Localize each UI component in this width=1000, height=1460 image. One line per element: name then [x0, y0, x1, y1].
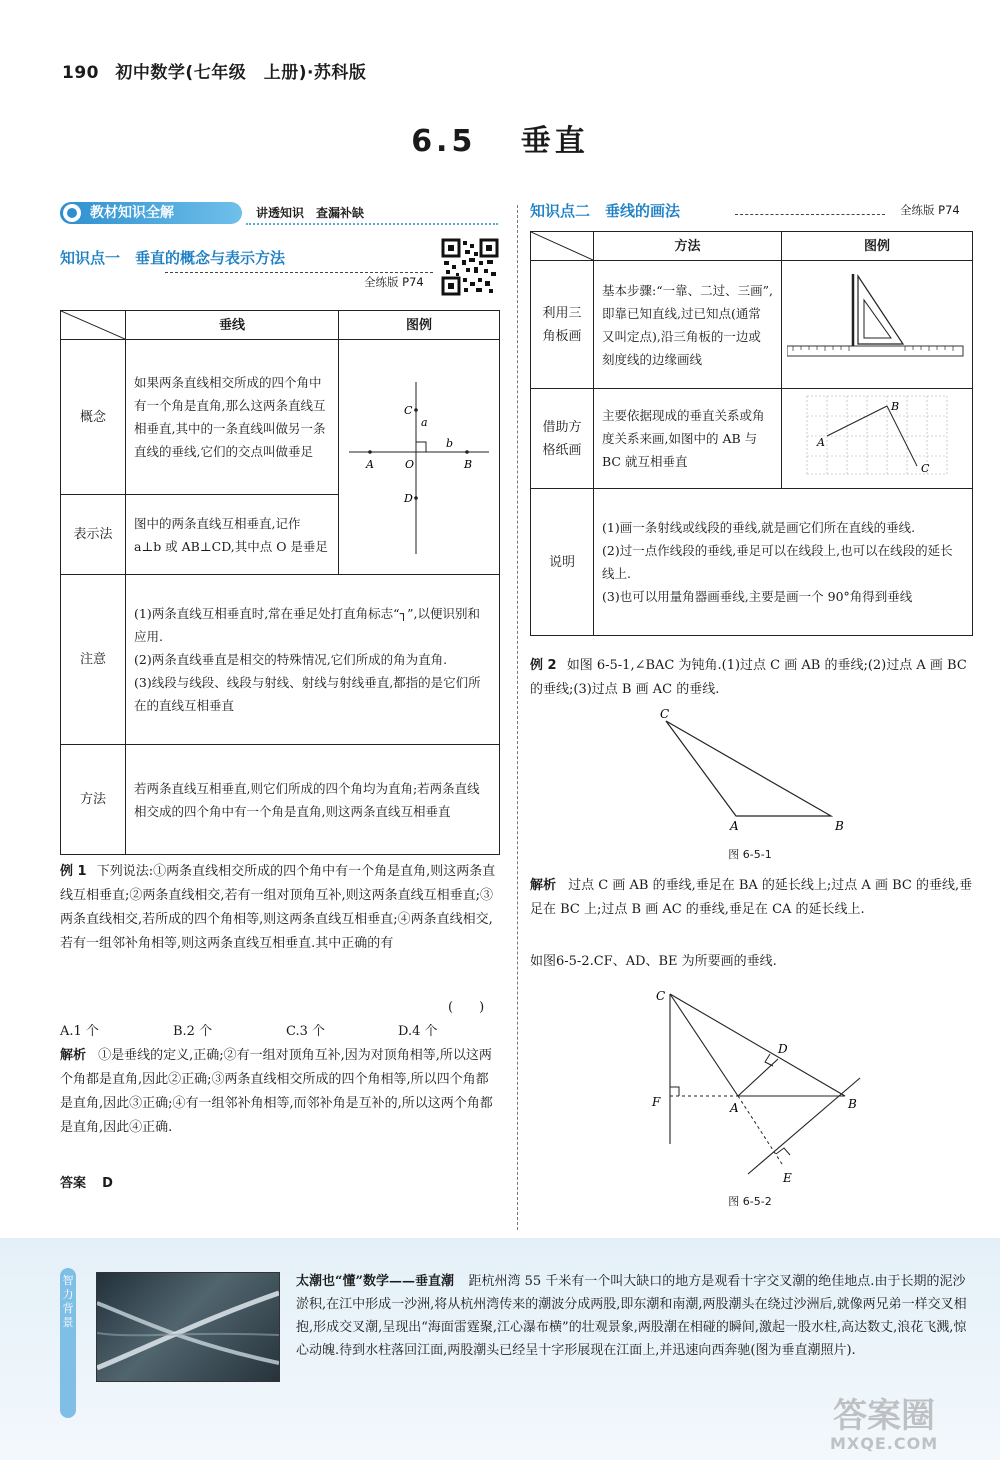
table1-row-label: 表示法 [61, 495, 126, 575]
fig-label-d: D [404, 491, 413, 505]
table1-cell-text: 若两条直线互相垂直,则它们所成的四个角均为直角;若两条直线相交成的四个角中有一个角是直角,则这两条直线互相垂直 [126, 745, 500, 855]
example2-label: 例 2 [530, 658, 557, 673]
watermark [830, 1398, 938, 1453]
figure-6-5-1 [640, 703, 870, 843]
fig-label-a-line: a [421, 415, 428, 429]
qr-code-icon [441, 238, 499, 296]
book-title: 初中数学(七年级 上册)·苏科版 [115, 63, 367, 83]
table1-note: (3)线段与线段、线段与射线、射线与射线垂直,都指的是它们所在的直线互相垂直 [134, 675, 481, 713]
kp1-ref: 全练版 P74 [364, 275, 424, 289]
table1-note: (1)两条直线互相垂直时,常在垂足处打直角标志“┐”,以便识别和应用. [134, 606, 480, 644]
fig-label-a: A [366, 457, 374, 471]
example1-text: 下列说法:①两条直线相交所成的四个角中有一个角是直角,则这两条直线互相垂直;②两条直线相交,若有一组对顶角互补,则这两条直线互相垂直;③两条直线相交,若所成的四个角相等,则这两条直线互相垂直;④两条直线相交,若有一组邻补角相等,则这两条直线互相垂直.其中正确的有 [60, 864, 496, 951]
table2-header-figure: 图例 [782, 232, 973, 261]
figure-set-square [782, 261, 973, 389]
table1-header-figure: 图例 [339, 311, 500, 340]
banner-globe-icon [63, 204, 81, 222]
fig2-label-d: D [778, 1042, 788, 1056]
fig2-label-a: A [730, 1101, 739, 1115]
background-title: 太潮也“懂”数学——垂直潮 [296, 1274, 454, 1289]
kp2-title: 知识点二 垂线的画法 [530, 202, 681, 220]
table1-cell-notes [126, 575, 500, 745]
example1-analysis [60, 1044, 500, 1140]
figure-grid-paper [782, 389, 973, 489]
table2-note: (3)也可以用量角器画垂线,主要是画一个 90°角得到垂线 [602, 589, 913, 604]
table1-cell-text: 图中的两条直线互相垂直,记作 a⊥b 或 AB⊥CD,其中点 O 是垂足 [126, 495, 339, 575]
table1-row-label: 概念 [61, 340, 126, 495]
fig2-label-f: F [652, 1095, 661, 1109]
figure-6-5-2 [640, 982, 880, 1192]
option-c: C.3 个 [286, 1024, 326, 1039]
answer-value: D [102, 1176, 113, 1191]
section-title [0, 116, 1000, 160]
table1-row-label: 注意 [61, 575, 126, 745]
tide-photo [96, 1272, 280, 1382]
kp2-dotline [735, 214, 885, 215]
figure-6-5-2-caption: 图 6-5-2 [728, 1195, 772, 1208]
grid-label-b: B [891, 400, 900, 413]
background-body: 距杭州湾 55 千米有一个叫大缺口的地方是观看十字交叉潮的绝佳地点.由于长期的泥沙淤积,在江中形成一沙洲,将从杭州湾传来的潮波分成两股,即东潮和南潮,两股潮头在绕过沙洲后,就像两兄弟一样交叉相抱,形成交叉潮,呈现出“海面雷霆聚,江心瀑布横”的壮观景象,两股潮在相碰的瞬间,激起一股水柱,高达数丈,浪花飞溅,惊心动魄.待到水柱落回江面,两股潮头已经呈十字形展现在江面上,并迅速向西奔驰(图为垂直潮照片). [296, 1274, 967, 1358]
table-perpendicular-concept [60, 310, 500, 855]
analysis-label: 解析 [60, 1048, 87, 1063]
fig-label-b: B [464, 457, 473, 471]
example1-label: 例 1 [60, 864, 87, 879]
table1-cell-text: 如果两条直线相交所成的四个角中有一个角是直角,那么这两条直线互相垂直,其中的一条直线叫做另一条直线的垂线,它们的交点叫做垂足 [126, 340, 339, 495]
watermark-url: MXQE.COM [830, 1434, 939, 1453]
background-text [296, 1270, 968, 1362]
analysis-text: ①是垂线的定义,正确;②有一组对顶角互补,因为对顶角相等,所以这两个角都是直角,因此②正确;③两条直线相交所成的四个角相等,所以四个角都是直角,因此③正确;④有一组邻补角相等,而邻补角是互补的,所以这两个角都是直角,因此④正确. [60, 1048, 493, 1135]
table2-cell-text: 基本步骤:“一靠、二过、三画”,即靠已知直线,过已知点(通常又叫定点),沿三角板的一边或刻度线的边缘画线 [594, 261, 782, 389]
table2-note: (1)画一条射线或线段的垂线,就是画它们所在直线的垂线. [602, 520, 916, 535]
fig1-label-b: B [835, 819, 844, 833]
grid-label-c: C [921, 462, 930, 475]
section-number: 6.5 [411, 124, 477, 159]
table2-cell-text: 主要依据现成的垂直关系或角度关系来画,如图中的 AB 与 BC 就互相垂直 [594, 389, 782, 489]
option-b: B.2 个 [173, 1024, 213, 1039]
figure-6-5-1-caption: 图 6-5-1 [728, 848, 772, 861]
fig1-label-c: C [660, 707, 670, 721]
section-banner [60, 202, 498, 224]
column-divider [517, 205, 518, 1230]
table2-row-label: 利用三角板画 [531, 261, 594, 389]
table2-cell-notes [594, 489, 973, 636]
grid-label-a: A [817, 436, 826, 449]
table-perpendicular-drawing [530, 231, 973, 636]
figure-perpendicular-lines [339, 340, 500, 575]
watermark-logo-text: 答案圈 [833, 1396, 936, 1436]
fig2-label-e: E [783, 1171, 792, 1185]
table2-row-label: 说明 [531, 489, 594, 636]
banner-divider [246, 223, 498, 225]
example2-analysis [530, 874, 975, 922]
fig2-label-b: B [848, 1097, 857, 1111]
fig1-label-a: A [730, 819, 739, 833]
kp1-dotline [165, 272, 433, 273]
page-number: 190 [62, 63, 99, 83]
background-tab: 智力背景 [60, 1268, 76, 1418]
example2-analysis-2: 如图6-5-2.CF、AD、BE 为所要画的垂线. [530, 954, 777, 969]
analysis-text: 过点 C 画 AB 的垂线,垂足在 BA 的延长线上;过点 A 画 BC 的垂线,垂足在 BC 上;过点 B 画 AC 的垂线,垂足在 CA 的延长线上. [530, 878, 973, 917]
table2-row-label: 借助方格纸画 [531, 389, 594, 489]
kp2-ref: 全练版 P74 [900, 203, 960, 217]
answer-label: 答案 [60, 1176, 87, 1191]
section-name: 垂直 [520, 124, 589, 159]
example1-blank: ( ) [448, 1000, 485, 1015]
page-header [62, 58, 366, 83]
example1 [60, 860, 500, 956]
fig-label-b-line: b [446, 436, 454, 450]
table1-note: (2)两条直线垂直是相交的特殊情况,它们所成的角为直角. [134, 652, 448, 667]
fig-label-o: O [405, 457, 415, 471]
table2-header-method: 方法 [594, 232, 782, 261]
option-a: A.1 个 [60, 1024, 99, 1039]
example2-text: 如图 6-5-1,∠BAC 为钝角.(1)过点 C 画 AB 的垂线;(2)过点 A 画 BC 的垂线;(3)过点 B 画 AC 的垂线. [530, 658, 967, 697]
fig-label-c: C [404, 403, 413, 417]
banner-subtitle: 讲透知识 查漏补缺 [256, 206, 365, 220]
table1-corner [61, 311, 126, 340]
table2-corner [531, 232, 594, 261]
analysis-label: 解析 [530, 878, 557, 893]
table1-header-method: 垂线 [126, 311, 339, 340]
kp1-title: 知识点一 垂直的概念与表示方法 [60, 249, 286, 267]
table1-row-label: 方法 [61, 745, 126, 855]
banner-label: 教材知识全解 [60, 202, 242, 224]
table2-note: (2)过一点作线段的垂线,垂足可以在线段上,也可以在线段的延长线上. [602, 543, 953, 581]
example1-answer [60, 1172, 113, 1196]
option-d: D.4 个 [398, 1024, 438, 1039]
fig2-label-c: C [656, 989, 666, 1003]
example2 [530, 654, 975, 702]
